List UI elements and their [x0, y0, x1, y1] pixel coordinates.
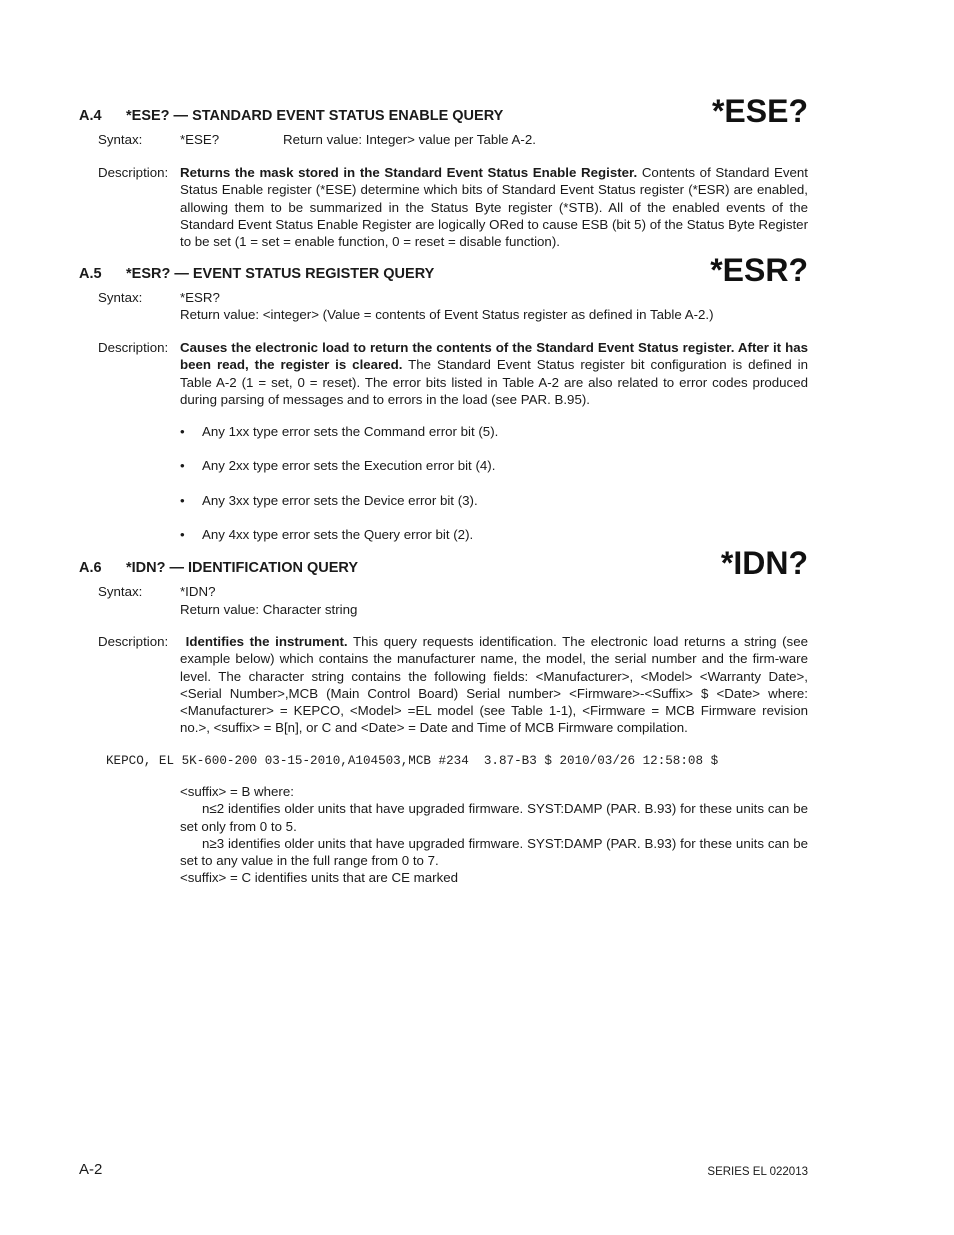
- section-number: A.6: [79, 560, 102, 576]
- list-item: [180, 526, 473, 543]
- section-a5-heading: [79, 266, 434, 283]
- series-footer: SERIES EL 022013: [707, 1166, 808, 1178]
- section-title: *ESE? — STANDARD EVENT STATUS ENABLE QUERY: [126, 108, 504, 124]
- list-item: [180, 492, 478, 509]
- bullet-dot: •: [180, 424, 185, 439]
- suffix-n3-note: [180, 835, 808, 870]
- syntax-return: Return value: <integer> (Value = contents of Event Status register as defined in Table A-2.): [180, 307, 714, 322]
- list-item: [180, 423, 498, 440]
- description-label: Description:: [98, 340, 169, 355]
- syntax-label: Syntax:: [98, 132, 143, 147]
- section-a6-heading: [79, 560, 358, 577]
- bullet-dot: •: [180, 493, 185, 508]
- suffix-n2-text: n≤2 identifies older units that have upgraded firmware. SYST:DAMP (PAR. B.93) for these units can be set only from 0 to 5.: [180, 801, 808, 834]
- description-text: [180, 339, 808, 408]
- bullet-dot: •: [180, 527, 185, 542]
- section-number: A.4: [79, 108, 102, 124]
- section-title: *IDN? — IDENTIFICATION QUERY: [126, 560, 358, 576]
- suffix-notes: [180, 783, 808, 887]
- bullet-dot: •: [180, 458, 185, 473]
- esr-big-heading: *ESR?: [710, 252, 808, 288]
- description-bold: Identifies the instrument.: [185, 634, 348, 649]
- suffix-n2-note: [180, 800, 808, 835]
- section-a4-heading: [79, 108, 503, 125]
- list-item-text: Any 4xx type error sets the Query error bit (2).: [202, 527, 474, 542]
- description-rest: Contents of Standard Event Status Enable register (*ESE) determine which bits of Standard Event Status register (*ESR) are enabled, allowing them to be summarized in the Status Byte register (*STB). All of the enabled events of the Standard Event Status Enable Register are logically ORed to cause ESB (bit 5) of the Status Byte Register to be set (1 = set = enable function, 0 = reset = disable function).: [180, 165, 809, 250]
- list-item-text: Any 1xx type error sets the Command error bit (5).: [202, 424, 499, 439]
- section-number: A.5: [79, 266, 102, 282]
- syntax-command: *IDN?: [180, 584, 216, 599]
- suffix-n3-text: n≥3 identifies older units that have upgraded firmware. SYST:DAMP (PAR. B.93) for these units can be set to any value in the full range from 0 to 7.: [180, 835, 808, 869]
- idn-big-heading: *IDN?: [720, 545, 808, 581]
- list-item-text: Any 3xx type error sets the Device error bit (3).: [202, 493, 478, 508]
- description-bold: Returns the mask stored in the Standard Event Status Enable Register.: [180, 165, 638, 180]
- syntax-label: Syntax:: [98, 290, 143, 305]
- syntax-label: Syntax:: [98, 584, 143, 599]
- page-number: A-2: [79, 1161, 103, 1178]
- description-text: [180, 633, 808, 737]
- idn-example-string: KEPCO, EL 5K-600-200 03-15-2010,A104503,MCB #234 3.87-B3 $ 2010/03/26 12:58:08 $: [106, 754, 719, 768]
- description-rest: This query requests identification. The electronic load returns a string (see example below) which contains the manufacturer name, the model, the serial number and the firm-ware level. The character string contains the following fields: <Manufacturer>, <Model> <Warranty Date>,<Serial Number>,MCB (Main Control Board) Serial number> <Firmware>-<Suffix> $ <Date> where: <Manufacturer> = KEPCO, <Model> =EL model (see Table 1-1), <Firmware = MCB Firmware revision no.>, <suffix> = B[n], or C and <Date> = Date and Time of MCB Firmware compilation.: [180, 634, 808, 736]
- list-item-text: Any 2xx type error sets the Execution error bit (4).: [202, 458, 496, 473]
- description-label: Description:: [98, 165, 169, 180]
- syntax-command: *ESR?: [180, 290, 220, 305]
- description-bold: Causes the electronic load to return the contents of the Standard Event Status register. After it has been read, the register is cleared.: [180, 340, 808, 373]
- description-rest: The Standard Event Status register bit configuration is defined in Table A-2 (1 = set, 0 = reset). The error bits listed in Table A-2 are also related to error codes produced during parsing of messages and to errors in the load (see PAR. B.95).: [180, 357, 808, 407]
- syntax-return: Return value: Character string: [180, 602, 358, 617]
- description-label: Description:: [98, 634, 169, 649]
- syntax-command: *ESE?: [180, 132, 220, 147]
- syntax-return: Return value: Integer> value per Table A-2.: [283, 132, 536, 147]
- suffix-c-line: <suffix> = C identifies units that are CE marked: [180, 870, 459, 886]
- suffix-b-line: <suffix> = B where:: [180, 784, 294, 799]
- description-text: [180, 164, 808, 250]
- list-item: [180, 457, 495, 474]
- section-title: *ESR? — EVENT STATUS REGISTER QUERY: [126, 266, 435, 282]
- ese-big-heading: *ESE?: [711, 93, 808, 129]
